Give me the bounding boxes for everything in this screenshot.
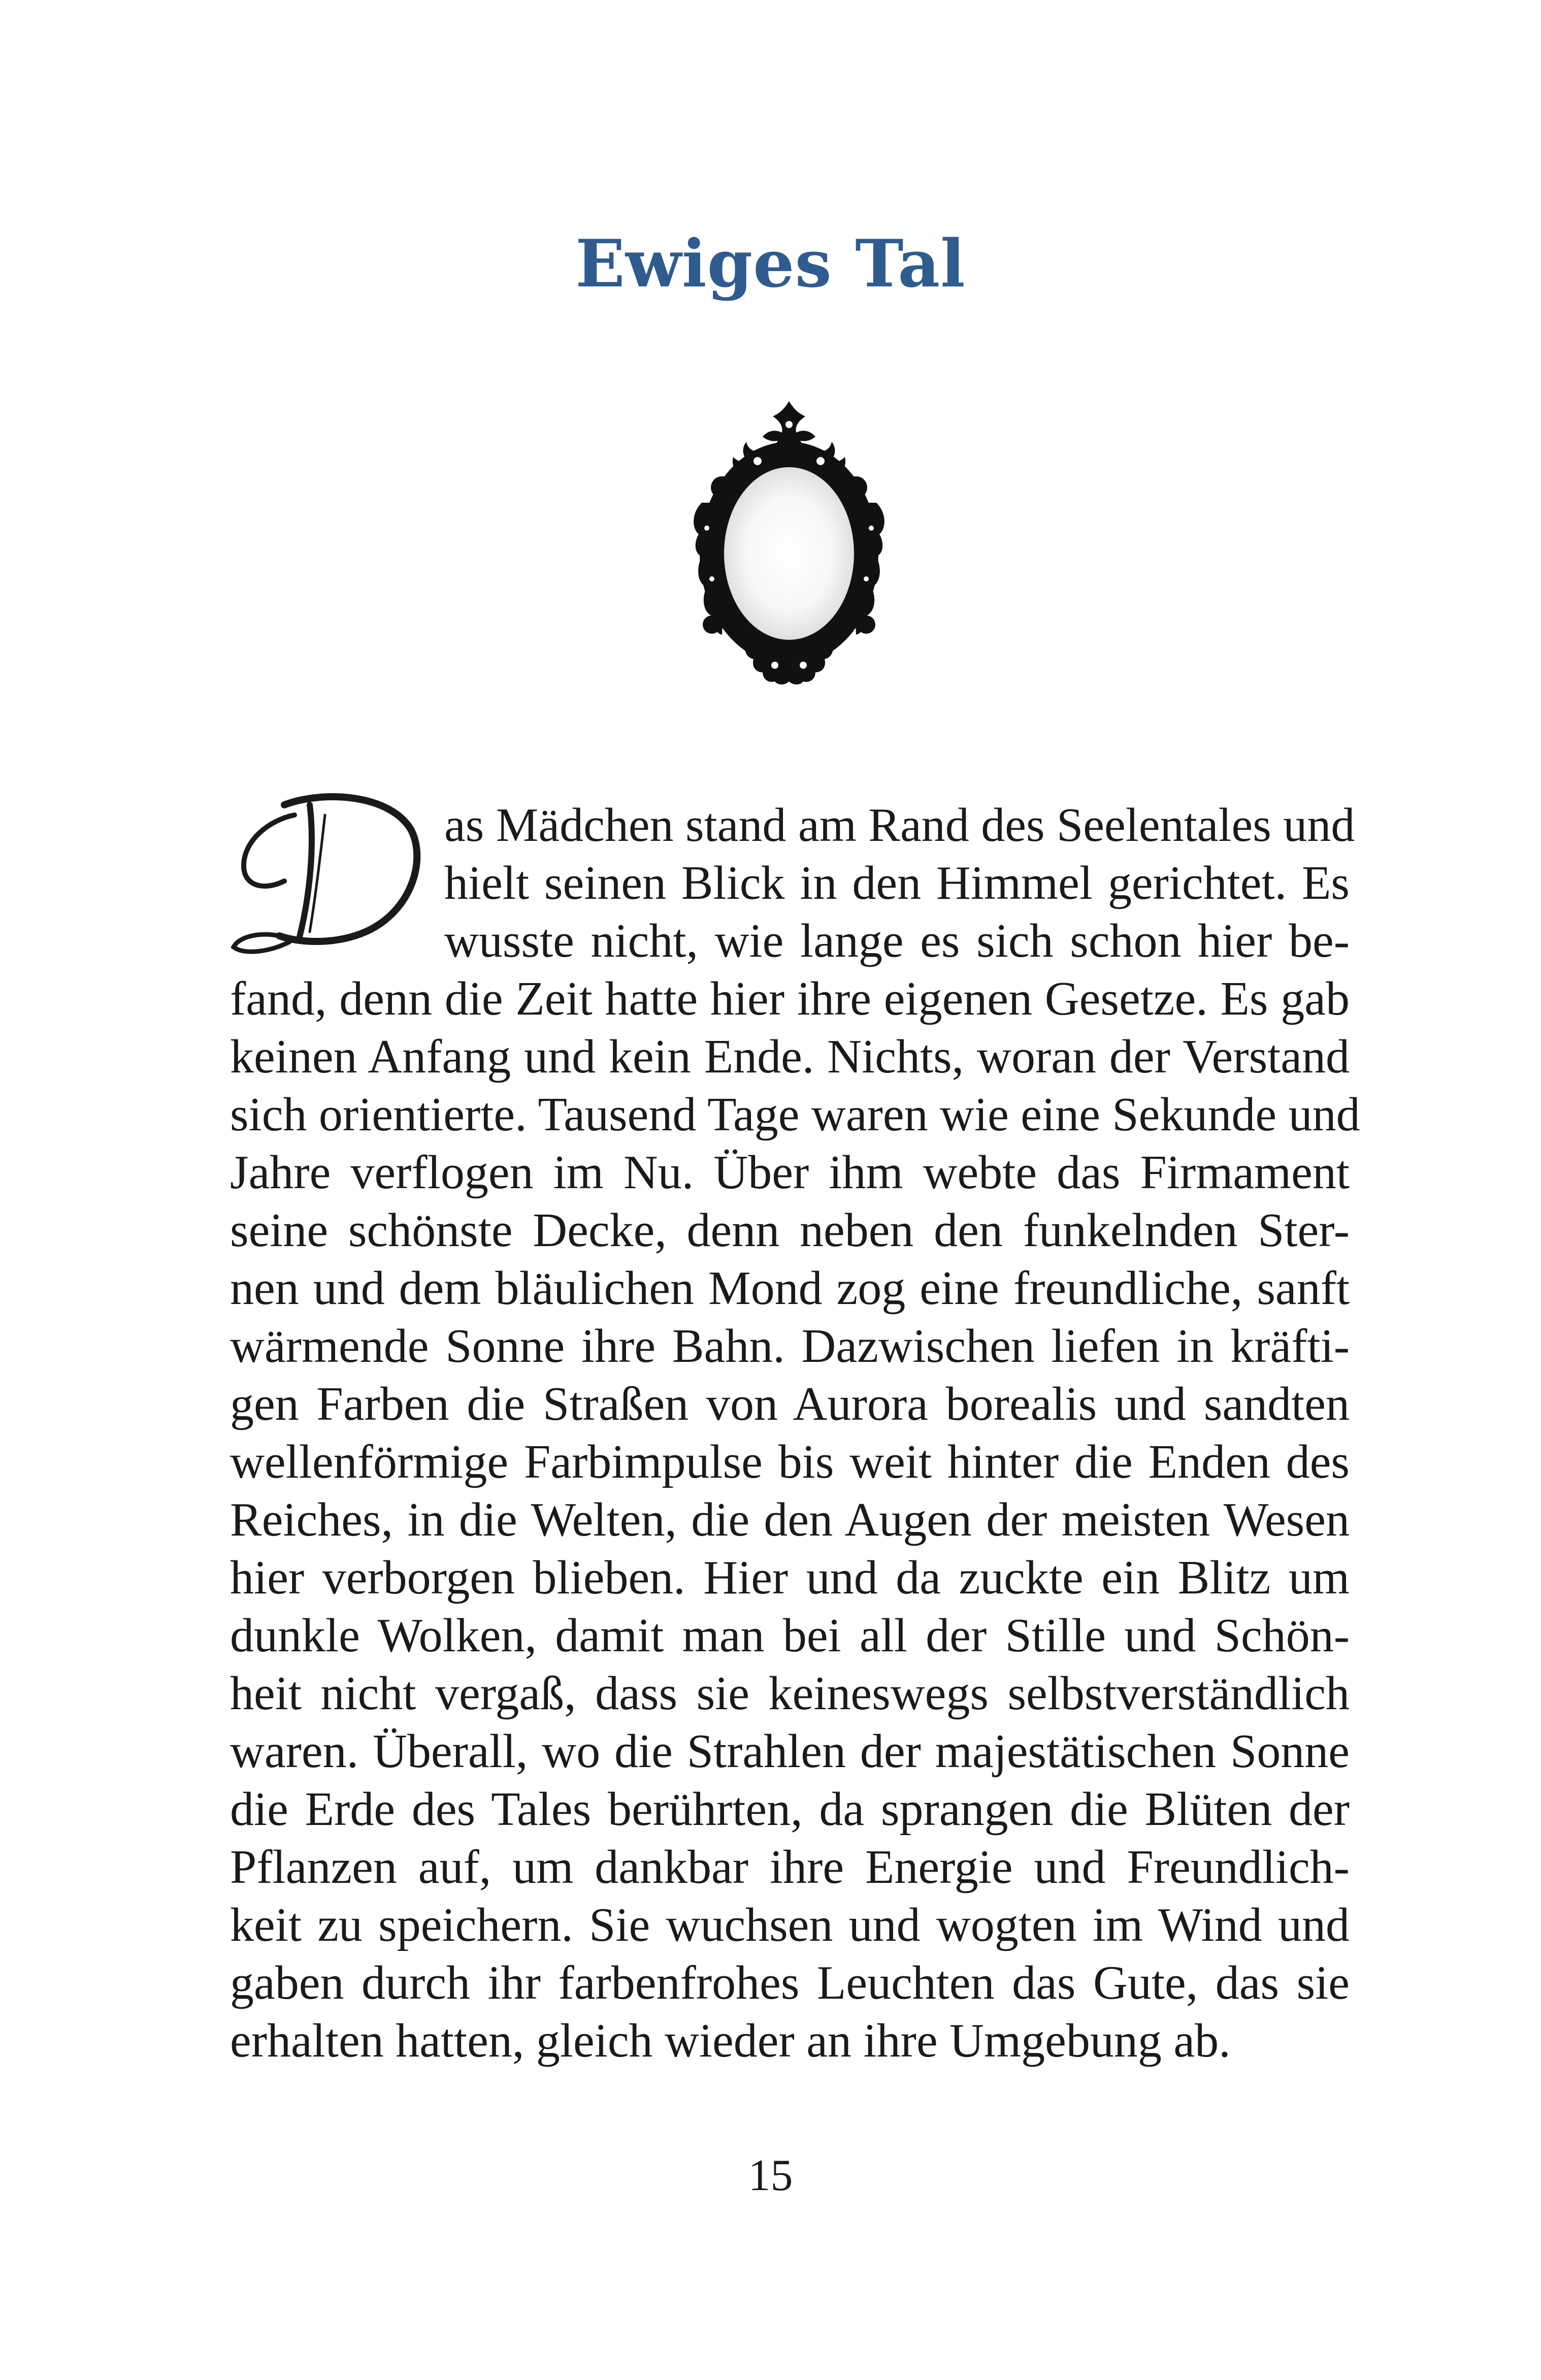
- text-line: die Erde des Tales berührten, da sprangen die Blüten der: [230, 1783, 1350, 1836]
- text-line: nen und dem bläulichen Mond zog eine freundliche, sanft: [230, 1262, 1350, 1315]
- chapter-body: [230, 796, 1360, 2070]
- text-line: wusste nicht, wie lange es sich schon hier be-: [444, 915, 1350, 967]
- text-line: gaben durch ihr farbenfrohes Leuchten das Gute, das sie: [230, 1957, 1350, 2009]
- text-line: fand, denn die Zeit hatte hier ihre eigenen Gesetze. Es gab: [230, 972, 1350, 1025]
- text-line: heit nicht vergaß, dass sie keineswegs selbstverständlich: [230, 1667, 1350, 1720]
- text-line: seine schönste Decke, denn neben den funkelnden Ster-: [230, 1204, 1350, 1257]
- text-line: keinen Anfang und kein Ende. Nichts, woran der Verstand: [230, 1030, 1350, 1083]
- page-number: 15: [748, 2151, 793, 2200]
- text-line: Pflanzen auf, um dankbar ihre Energie und Freundlich-: [230, 1841, 1350, 1894]
- text-line: gen Farben die Straßen von Aurora borealis und sandten: [230, 1378, 1350, 1430]
- text-line: hier verborgen blieben. Hier und da zuckte ein Blitz um: [230, 1551, 1350, 1604]
- text-line: Reiches, in die Welten, die den Augen der meisten Wesen: [230, 1493, 1350, 1546]
- text-line: erhalten hatten, gleich wieder an ihre Umgebung ab.: [230, 2014, 1231, 2067]
- text-line: waren. Überall, wo die Strahlen der majestätischen Sonne: [230, 1725, 1350, 1778]
- text-line: sich orientierte. Tausend Tage waren wie eine Sekunde und: [230, 1088, 1360, 1141]
- chapter-title: Ewiges Tal: [575, 226, 966, 302]
- text-line: keit zu speichern. Sie wuchsen und wogten im Wind und: [230, 1899, 1350, 1951]
- text-line: wärmende Sonne ihre Bahn. Dazwischen liefen in kräfti-: [230, 1320, 1350, 1373]
- text-line: as Mädchen stand am Rand des Seelentales und: [444, 799, 1355, 852]
- ornate-oval-mirror-icon: [692, 401, 887, 686]
- text-line: Jahre verflogen im Nu. Über ihm webte das Firmament: [230, 1146, 1350, 1199]
- text-line: hielt seinen Blick in den Himmel gerichtet. Es: [444, 857, 1350, 909]
- text-line: dunkle Wolken, damit man bei all der Stille und Schön-: [230, 1609, 1350, 1662]
- text-line: wellenförmige Farbimpulse bis weit hinter die Enden des: [230, 1436, 1350, 1488]
